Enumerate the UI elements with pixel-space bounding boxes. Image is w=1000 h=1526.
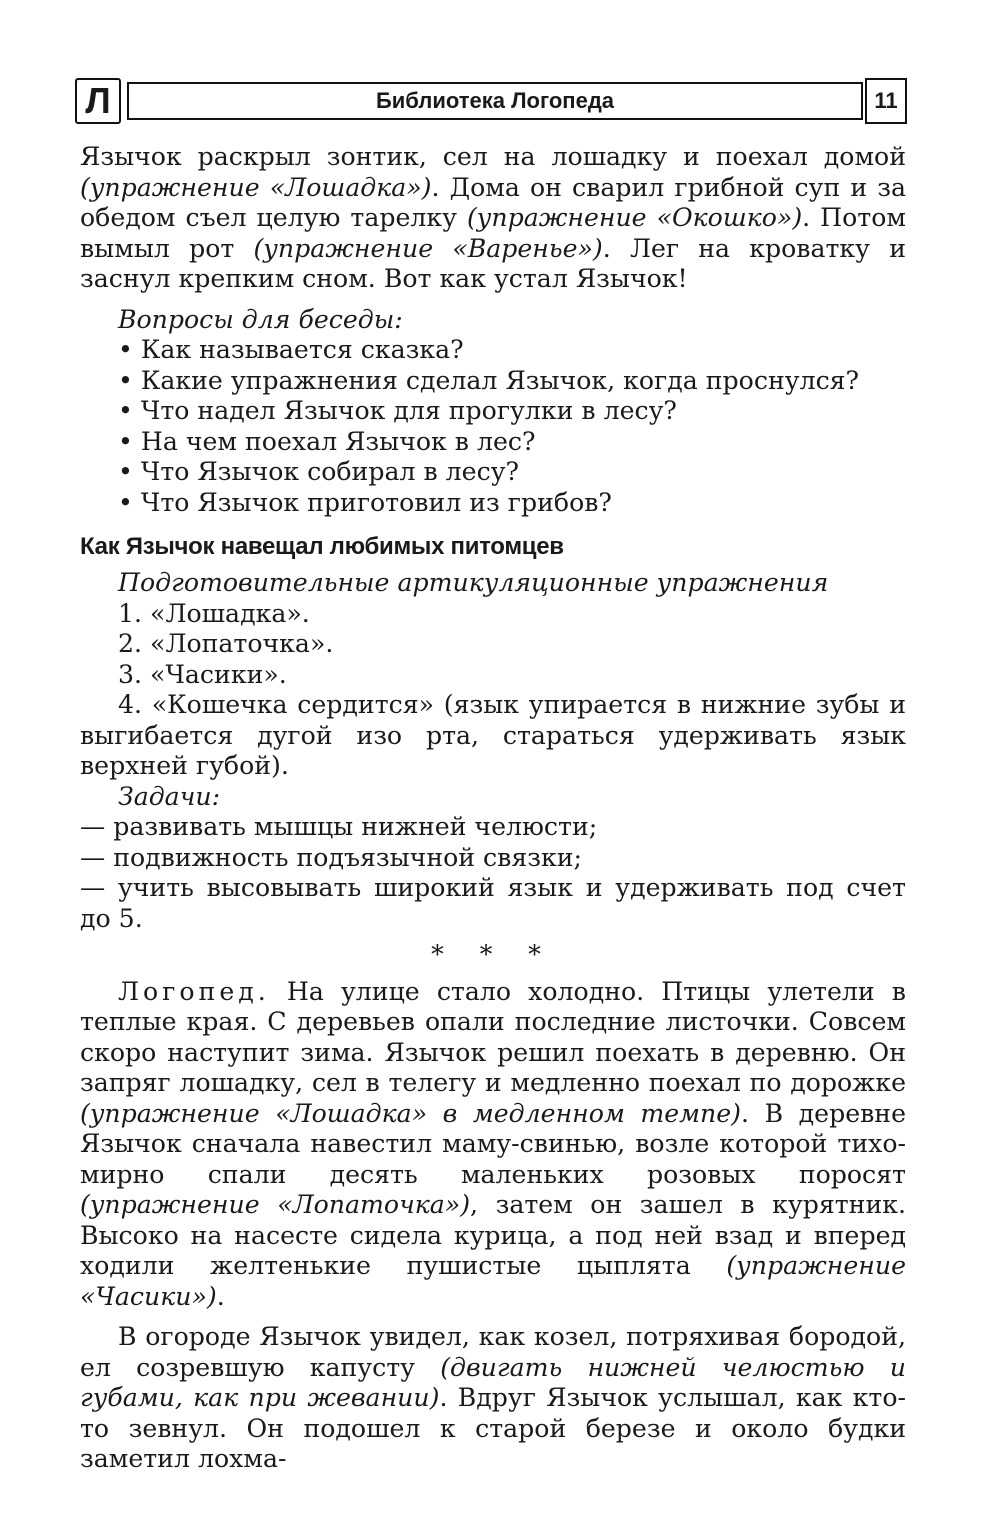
- exercise-note: (упражнение «Окошко»): [466, 203, 803, 232]
- exercise-note: (упражнение «Лошадка» в медленном темпе): [80, 1098, 742, 1128]
- list-item: • Что Язычок приготовил из грибов?: [118, 487, 612, 517]
- questions-list: [80, 335, 906, 518]
- text-run: . Потом вымыл рот: [80, 203, 906, 263]
- list-item: • Что надел Язычок для прогулки в лесу?: [118, 396, 677, 425]
- text-run: . Дома он сварил грибной суп и за обедом съел целую тарелку: [80, 172, 906, 232]
- list-item: • Что Язычок собирал в лесу?: [118, 457, 520, 486]
- text-run: .: [216, 1281, 225, 1311]
- story-paragraph: [80, 977, 906, 1313]
- exercise-item: 3. «Часики».: [118, 659, 287, 689]
- text-run: . В деревне Язычок сначала навестил маму-свинью, возле которой тихо-мирно спали десять маленьких розовых поросят: [80, 1098, 906, 1189]
- section-heading: Как Язычок навещал любимых питомцев: [80, 533, 564, 560]
- text-run: В огороде Язычок увидел, как козел, потряхивая бородой, ел созревшую капусту: [80, 1322, 906, 1382]
- task-item: — учить высовывать широкий язык и удерживать под счет до 5.: [80, 873, 906, 933]
- task-item: — подвижность подъязычной связки;: [80, 842, 582, 872]
- running-title: Библиотека Логопеда: [127, 82, 863, 120]
- exercise-item: 2. «Лопаточка».: [118, 629, 334, 658]
- text-run: . Вдруг Язычок услышал, как кто-то зевнул. Он подошел к старой березе и около будки заметил лохма-: [80, 1383, 906, 1473]
- task-item: — развивать мышцы нижней челюсти;: [80, 812, 598, 841]
- tasks-title: [80, 782, 906, 813]
- exercise-item: 4. «Кошечка сердится» (язык упирается в нижние зубы и выгибается дугой изо рта, стараться удерживать язык верхней губой).: [80, 690, 906, 780]
- questions-title: [80, 305, 906, 336]
- text-run: На улице стало холодно. Птицы улетели в теплые края. С деревьев опали последние листочки. Совсем скоро наступит зима. Язычок решил поехать в деревню. Он запряг лошадку, сел в телегу и медленно поехал по дорожке: [80, 976, 906, 1097]
- list-item: • На чем поехал Язычок в лес?: [118, 426, 536, 456]
- page-body: [80, 142, 906, 1475]
- page-number: 11: [865, 78, 907, 124]
- exercise-note: (упражнение «Лопаточка»): [80, 1190, 471, 1219]
- page-header: [75, 78, 907, 124]
- story-paragraph: [80, 1322, 906, 1475]
- exercises-title: [80, 568, 906, 599]
- list-item: • Как называется сказка?: [118, 335, 464, 364]
- tasks-title-text: Задачи:: [118, 781, 221, 811]
- exercise-item: 1. «Лошадка».: [118, 598, 310, 628]
- list-item: • Какие упражнения сделал Язычок, когда проснулся?: [118, 365, 860, 395]
- chapter-letter-box: Л: [75, 78, 121, 124]
- exercise-note: (упражнение «Лошадка»): [80, 172, 432, 202]
- speaker-label: Логопед.: [118, 976, 270, 1006]
- exercises-title-text: Подготовительные артикуляционные упражнения: [118, 568, 829, 597]
- section-separator: * * *: [431, 940, 555, 969]
- exercise-note: (двигать нижней челюстью и губами, как при жевании): [80, 1352, 906, 1412]
- exercise-note: (упражнение «Варенье»): [253, 233, 603, 263]
- text-run: Язычок раскрыл зонтик, сел на лошадку и поехал домой: [80, 142, 906, 171]
- questions-title-text: Вопросы для беседы:: [118, 304, 403, 334]
- intro-paragraph: [80, 142, 906, 295]
- text-run: . Лег на кроватку и заснул крепким сном. Вот как устал Язычок!: [80, 233, 906, 293]
- text-run: , затем он зашел в курятник. Высоко на насесте сидела курица, а под ней взад и вперед ходили желтенькие пушистые цыплята: [80, 1190, 906, 1280]
- exercise-note: (упражнение «Часики»): [80, 1251, 906, 1311]
